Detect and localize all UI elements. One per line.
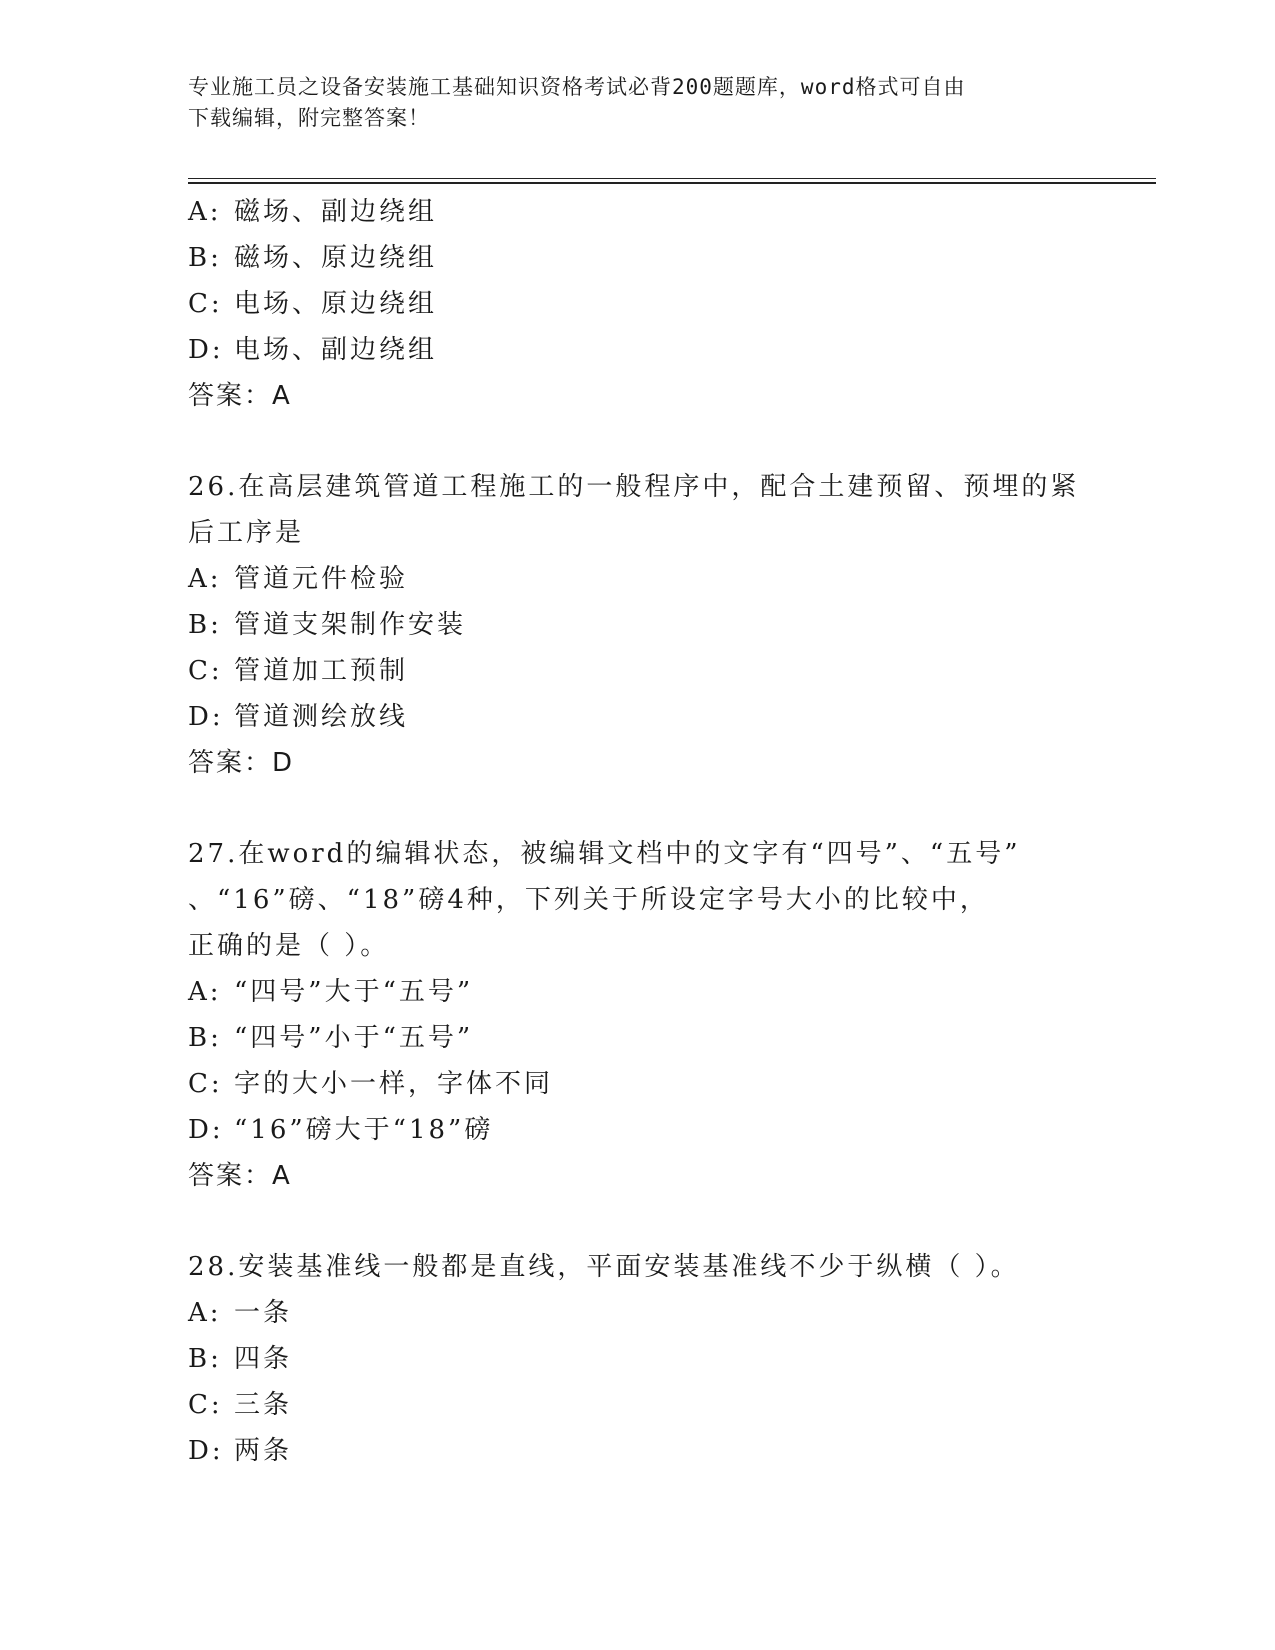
option-a: A: 管道元件检验 [188, 564, 409, 594]
question-stem: 27.在word的编辑状态，被编辑文档中的文字有“四号”、“五号” [188, 839, 1021, 869]
option-b: B: “四号”小于“五号” [188, 1023, 474, 1053]
option-d: D: 两条 [188, 1436, 293, 1466]
question-stem: 正确的是（ ）。 [188, 931, 390, 961]
question-26 [188, 464, 1108, 786]
answer: 答案：A [188, 381, 292, 411]
header-line-2: 下载编辑，附完整答案！ [188, 106, 430, 130]
option-d: D: “16”磅大于“18”磅 [188, 1115, 494, 1145]
spacer [188, 786, 1108, 831]
header-line-1: 专业施工员之设备安装施工基础知识资格考试必背200题题库，word格式可自由 [188, 75, 966, 99]
answer: 答案：A [188, 1161, 292, 1191]
spacer [188, 1199, 1108, 1244]
question-27 [188, 831, 1108, 1199]
option-c: C: 电场、原边绕组 [188, 289, 438, 319]
question-28 [188, 1244, 1108, 1474]
spacer [188, 419, 1108, 464]
option-b: B: 四条 [188, 1344, 293, 1374]
document-header [188, 72, 1088, 134]
option-c: C: 管道加工预制 [188, 656, 409, 686]
question-stem: 、“16”磅、“18”磅4种，下列关于所设定字号大小的比较中， [188, 885, 989, 915]
document-body [188, 189, 1108, 1474]
question-25 [188, 189, 1108, 419]
option-a: A: “四号”大于“五号” [188, 977, 474, 1007]
header-divider-thin [188, 178, 1156, 179]
header-divider-thick [188, 182, 1156, 184]
option-c: C: 三条 [188, 1390, 293, 1420]
question-stem: 26.在高层建筑管道工程施工的一般程序中，配合土建预留、预埋的紧 [188, 472, 1080, 502]
question-stem: 后工序是 [188, 518, 305, 548]
option-b: B: 磁场、原边绕组 [188, 243, 438, 273]
option-d: D: 管道测绘放线 [188, 702, 409, 732]
question-stem: 28.安装基准线一般都是直线，平面安装基准线不少于纵横（ ）。 [188, 1252, 1020, 1282]
option-c: C: 字的大小一样，字体不同 [188, 1069, 554, 1099]
answer: 答案：D [188, 748, 295, 778]
option-a: A: 磁场、副边绕组 [188, 197, 438, 227]
option-a: A: 一条 [188, 1298, 293, 1328]
option-d: D: 电场、副边绕组 [188, 335, 438, 365]
option-b: B: 管道支架制作安装 [188, 610, 467, 640]
